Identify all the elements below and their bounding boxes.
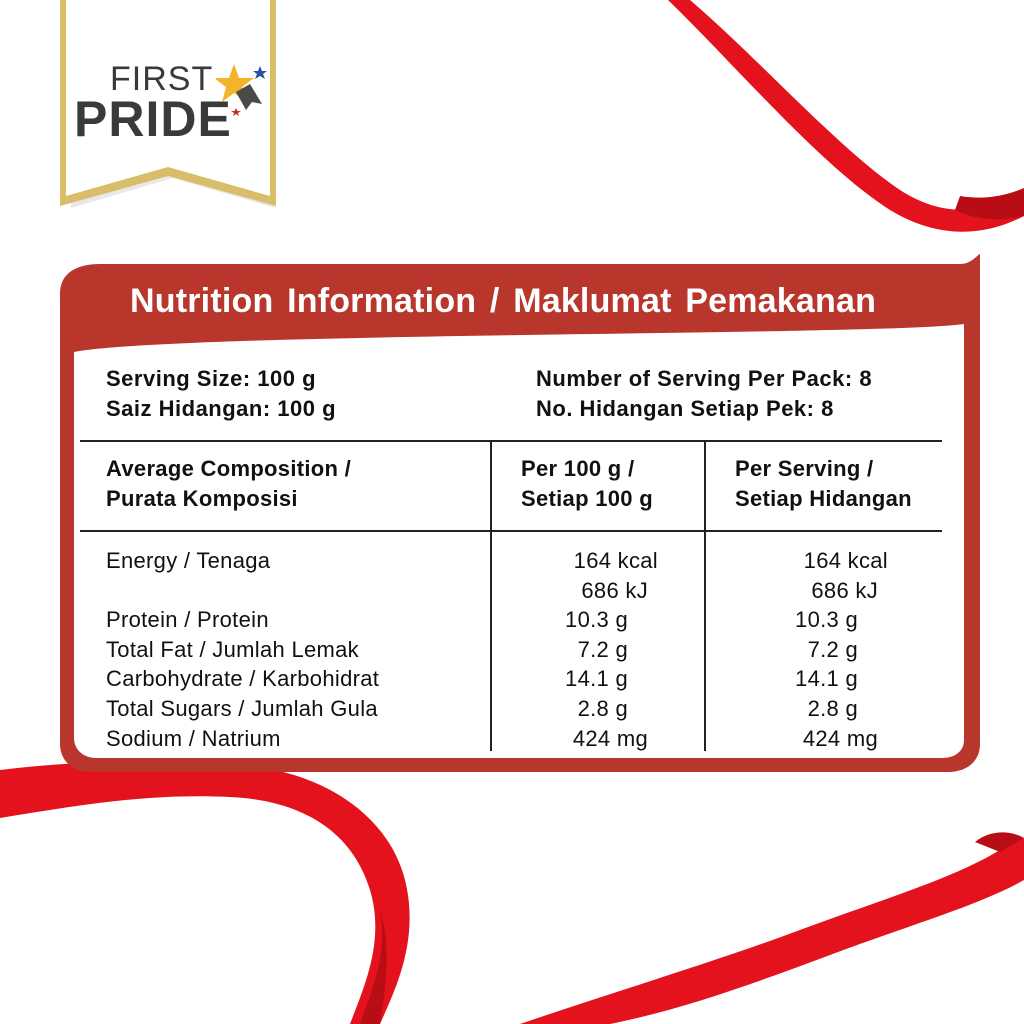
serving-size-block — [106, 364, 336, 424]
star-icon — [216, 62, 272, 122]
panel-title: Nutrition Information / Maklumat Pemakanan — [130, 282, 877, 320]
ribbon-top-right — [668, 0, 1024, 232]
per-100g-value: 424 mg — [572, 725, 648, 751]
nutrient-label — [106, 576, 379, 606]
serving-size-ms: Saiz Hidangan: 100 g — [106, 396, 337, 421]
nutrient-label: Protein / Protein — [106, 607, 269, 633]
per-100g-value: 7.2 g — [577, 636, 628, 662]
per-100g-value: 686 kJ — [581, 577, 648, 603]
serving-size-en: Serving Size: 100 g — [106, 366, 317, 391]
nutrient-label: Carbohydrate / Karbohidrat — [106, 666, 380, 692]
ribbon-bottom-left — [0, 762, 410, 1024]
per-serving-values — [758, 546, 888, 753]
column-divider-2 — [704, 441, 706, 751]
servings-per-pack-ms: No. Hidangan Setiap Pek: 8 — [536, 396, 834, 421]
per-serving-value: 164 kcal — [803, 548, 888, 573]
table-header-rule — [80, 530, 942, 532]
nutrient-label: Energy / Tenaga — [106, 548, 271, 573]
per-100g-values — [528, 546, 658, 753]
per-serving-value: 7.2 g — [807, 636, 858, 662]
nutrient-label: Sodium / Natrium — [106, 725, 281, 751]
ribbon-bottom-right — [520, 838, 1024, 1024]
nutrient-label: Total Sugars / Jumlah Gula — [106, 695, 378, 721]
nutrient-labels — [106, 546, 379, 753]
header-composition: Average Composition / Purata Komposisi — [106, 456, 352, 511]
per-serving-value: 14.1 g — [795, 666, 858, 692]
per-100g-value: 2.8 g — [577, 695, 628, 721]
per-serving-value: 10.3 g — [795, 607, 858, 633]
servings-per-pack-en: Number of Serving Per Pack: 8 — [536, 366, 873, 391]
nutrient-label: Total Fat / Jumlah Lemak — [106, 636, 359, 662]
per-serving-value: 686 kJ — [811, 577, 878, 603]
column-divider-1 — [490, 441, 492, 751]
header-per-serving: Per Serving / Setiap Hidangan — [735, 456, 912, 511]
table-top-rule — [80, 440, 942, 442]
servings-per-pack-block — [536, 364, 872, 424]
logo-wordmark-pride: PRIDE — [74, 91, 232, 147]
logo-wordmark-first: FIRST — [110, 60, 214, 98]
per-serving-value: 424 mg — [802, 725, 878, 751]
per-serving-value: 2.8 g — [807, 695, 858, 721]
per-100g-value: 164 kcal — [573, 548, 658, 573]
per-100g-value: 10.3 g — [565, 607, 628, 633]
header-per-100g: Per 100 g / Setiap 100 g — [521, 456, 653, 511]
per-100g-value: 14.1 g — [565, 666, 628, 692]
nutrition-panel — [60, 254, 982, 774]
